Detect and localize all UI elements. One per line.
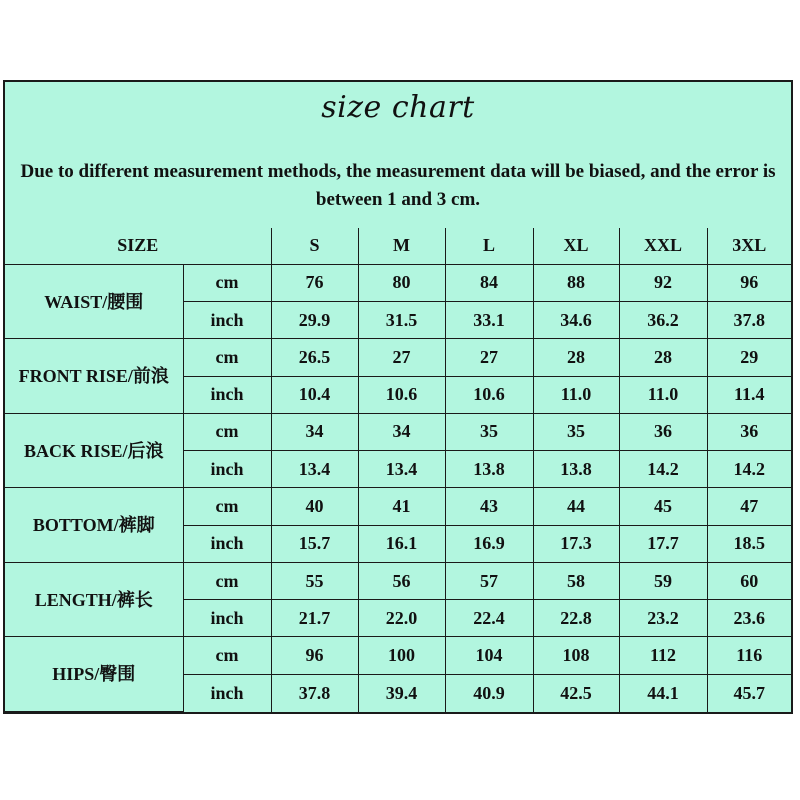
unit-label: inch xyxy=(183,451,271,488)
measurement-name: WAIST/腰围 xyxy=(5,264,183,339)
unit-label: cm xyxy=(183,637,271,674)
size-column-header: S xyxy=(271,228,358,264)
measurement-value: 23.2 xyxy=(619,600,707,637)
measurement-value: 27 xyxy=(445,339,533,376)
measurement-value: 37.8 xyxy=(271,674,358,711)
measurement-value: 39.4 xyxy=(358,674,445,711)
measurement-value: 37.8 xyxy=(707,302,791,339)
measurement-value: 57 xyxy=(445,562,533,599)
measurement-value: 58 xyxy=(533,562,619,599)
unit-label: cm xyxy=(183,413,271,450)
chart-title: size chart xyxy=(321,90,475,125)
unit-label: inch xyxy=(183,376,271,413)
measurement-value: 116 xyxy=(707,637,791,674)
measurement-value: 23.6 xyxy=(707,600,791,637)
measurement-value: 35 xyxy=(445,413,533,450)
measurement-value: 80 xyxy=(358,264,445,301)
measurement-notice: Due to different measurement methods, the measurement data will be biased, and the error is between 1 and 3 cm. xyxy=(20,161,776,210)
measurement-name: BOTTOM/裤脚 xyxy=(5,488,183,563)
measurement-value: 45 xyxy=(619,488,707,525)
measurement-value: 29.9 xyxy=(271,302,358,339)
size-column-header: 3XL xyxy=(707,228,791,264)
size-chart xyxy=(3,80,793,714)
measurement-value: 11.4 xyxy=(707,376,791,413)
unit-label: inch xyxy=(183,302,271,339)
measurement-value: 36.2 xyxy=(619,302,707,339)
size-table xyxy=(5,228,791,712)
measurement-value: 88 xyxy=(533,264,619,301)
measurement-value: 40 xyxy=(271,488,358,525)
measurement-value: 15.7 xyxy=(271,525,358,562)
measurement-name: LENGTH/裤长 xyxy=(5,562,183,637)
measurement-value: 44 xyxy=(533,488,619,525)
measurement-value: 27 xyxy=(358,339,445,376)
measurement-value: 47 xyxy=(707,488,791,525)
measurement-value: 28 xyxy=(533,339,619,376)
measurement-value: 29 xyxy=(707,339,791,376)
unit-label: cm xyxy=(183,264,271,301)
measurement-value: 14.2 xyxy=(619,451,707,488)
measurement-value: 76 xyxy=(271,264,358,301)
table-row xyxy=(5,339,791,376)
measurement-value: 33.1 xyxy=(445,302,533,339)
measurement-value: 96 xyxy=(271,637,358,674)
measurement-value: 17.3 xyxy=(533,525,619,562)
measurement-name: HIPS/臀围 xyxy=(5,637,183,712)
size-header: SIZE xyxy=(5,228,271,264)
measurement-value: 13.4 xyxy=(358,451,445,488)
measurement-value: 22.0 xyxy=(358,600,445,637)
measurement-value: 13.8 xyxy=(533,451,619,488)
size-column-header: XL xyxy=(533,228,619,264)
measurement-value: 17.7 xyxy=(619,525,707,562)
measurement-value: 34 xyxy=(358,413,445,450)
measurement-value: 10.6 xyxy=(445,376,533,413)
table-row xyxy=(5,488,791,525)
measurement-value: 10.4 xyxy=(271,376,358,413)
measurement-value: 11.0 xyxy=(533,376,619,413)
measurement-value: 16.9 xyxy=(445,525,533,562)
measurement-value: 36 xyxy=(707,413,791,450)
table-row xyxy=(5,637,791,674)
table-row xyxy=(5,264,791,301)
measurement-value: 16.1 xyxy=(358,525,445,562)
measurement-name: BACK RISE/后浪 xyxy=(5,413,183,488)
measurement-value: 34.6 xyxy=(533,302,619,339)
measurement-value: 45.7 xyxy=(707,674,791,711)
measurement-value: 22.4 xyxy=(445,600,533,637)
measurement-value: 36 xyxy=(619,413,707,450)
unit-label: cm xyxy=(183,339,271,376)
measurement-value: 22.8 xyxy=(533,600,619,637)
size-column-header: M xyxy=(358,228,445,264)
measurement-value: 96 xyxy=(707,264,791,301)
measurement-value: 92 xyxy=(619,264,707,301)
table-row xyxy=(5,413,791,450)
measurement-value: 112 xyxy=(619,637,707,674)
measurement-value: 44.1 xyxy=(619,674,707,711)
unit-label: cm xyxy=(183,488,271,525)
size-column-header: XXL xyxy=(619,228,707,264)
measurement-value: 10.6 xyxy=(358,376,445,413)
measurement-value: 11.0 xyxy=(619,376,707,413)
measurement-value: 41 xyxy=(358,488,445,525)
unit-label: inch xyxy=(183,600,271,637)
unit-label: cm xyxy=(183,562,271,599)
measurement-value: 84 xyxy=(445,264,533,301)
measurement-value: 28 xyxy=(619,339,707,376)
size-column-header: L xyxy=(445,228,533,264)
measurement-value: 56 xyxy=(358,562,445,599)
unit-label: inch xyxy=(183,525,271,562)
measurement-value: 26.5 xyxy=(271,339,358,376)
measurement-value: 60 xyxy=(707,562,791,599)
measurement-value: 59 xyxy=(619,562,707,599)
measurement-value: 18.5 xyxy=(707,525,791,562)
measurement-value: 42.5 xyxy=(533,674,619,711)
measurement-value: 35 xyxy=(533,413,619,450)
table-row xyxy=(5,562,791,599)
measurement-value: 34 xyxy=(271,413,358,450)
measurement-value: 40.9 xyxy=(445,674,533,711)
measurement-value: 21.7 xyxy=(271,600,358,637)
table-body xyxy=(5,228,791,712)
measurement-value: 31.5 xyxy=(358,302,445,339)
measurement-value: 13.8 xyxy=(445,451,533,488)
unit-label: inch xyxy=(183,674,271,711)
measurement-name: FRONT RISE/前浪 xyxy=(5,339,183,414)
measurement-value: 104 xyxy=(445,637,533,674)
measurement-value: 13.4 xyxy=(271,451,358,488)
measurement-value: 43 xyxy=(445,488,533,525)
measurement-value: 100 xyxy=(358,637,445,674)
measurement-value: 55 xyxy=(271,562,358,599)
measurement-value: 108 xyxy=(533,637,619,674)
measurement-value: 14.2 xyxy=(707,451,791,488)
header-row xyxy=(5,228,791,264)
